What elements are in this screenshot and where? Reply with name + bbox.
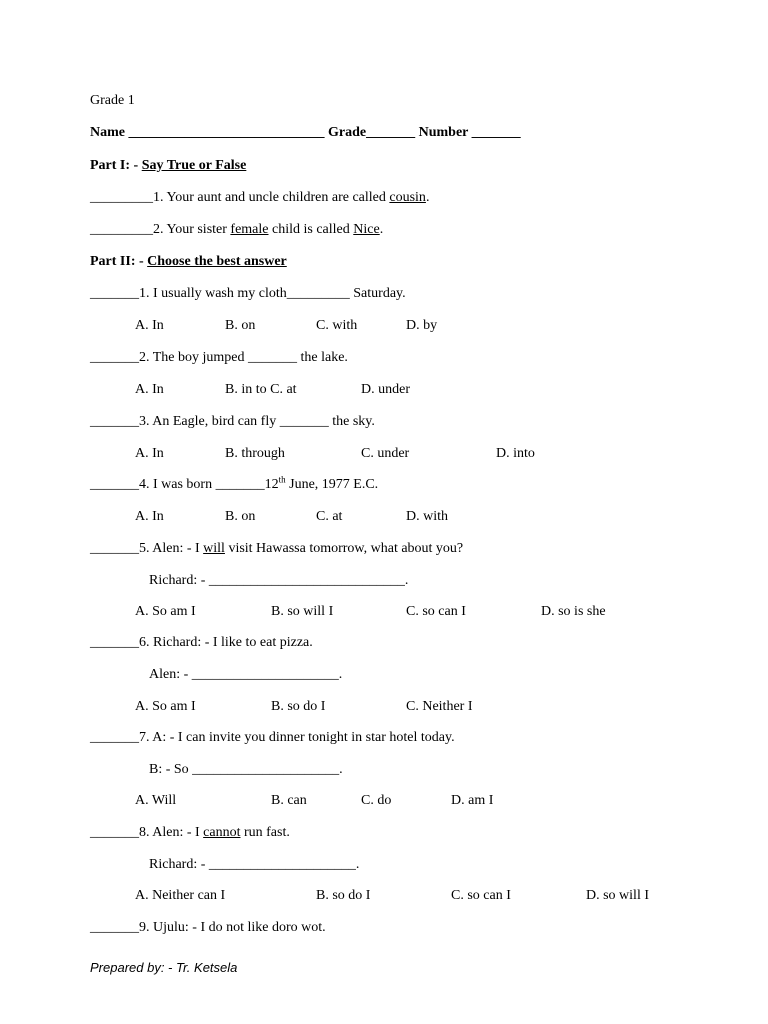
- dialogue-reply: Richard: - ____________________________.: [149, 573, 409, 588]
- question-text: 3. An Eagle, bird can fly: [139, 414, 280, 429]
- question-text: 9. Ujulu: - I do not like doro wot.: [139, 920, 326, 935]
- fill-blank: _______: [279, 414, 329, 429]
- answer-blank: _________: [90, 222, 153, 237]
- option-a: A. In: [135, 509, 164, 524]
- underlined-word: cousin: [389, 190, 426, 205]
- option-b: B. on: [225, 509, 256, 524]
- part2-question-7: [90, 729, 455, 747]
- option-b: B. so do I: [316, 888, 371, 903]
- answer-blank: _______: [90, 477, 139, 492]
- answer-blank: _______: [90, 920, 139, 935]
- option-c: C. at: [316, 509, 343, 524]
- option-a: A. In: [135, 382, 164, 397]
- part2-question-1: [90, 285, 406, 303]
- option-d: D. with: [406, 509, 448, 524]
- part1-question-1: [90, 189, 429, 207]
- underlined-word-2: Nice: [353, 222, 380, 237]
- option-a: A. So am I: [135, 699, 196, 714]
- option-a: A. So am I: [135, 604, 196, 619]
- question-text: 8. Alen: - I: [139, 825, 204, 840]
- part2-heading: [90, 253, 287, 271]
- answer-blank: _______: [90, 286, 139, 301]
- grade-title: Grade 1: [90, 93, 135, 108]
- underlined-word: cannot: [203, 825, 241, 840]
- part1-heading: [90, 157, 246, 175]
- question-text: 5. Alen: - I: [139, 541, 204, 556]
- question-text: 7. A: - I can invite you dinner tonight in star hotel today.: [139, 730, 455, 745]
- option-b-c: B. in to C. at: [225, 382, 297, 397]
- part1-prefix: Part I: -: [90, 158, 142, 173]
- number-blank: _______: [471, 125, 521, 140]
- name-label: Name: [90, 125, 125, 140]
- number-label: Number: [418, 125, 469, 140]
- fill-blank: _______: [248, 350, 298, 365]
- fill-blank: _______: [215, 477, 265, 492]
- part2-question-6: [90, 634, 313, 652]
- part1-question-2: [90, 221, 383, 239]
- part1-title: Say True or False: [141, 158, 247, 173]
- option-a: A. In: [135, 318, 164, 333]
- question-text: 4. I was born: [139, 477, 216, 492]
- question-text: 2. The boy jumped: [139, 350, 249, 365]
- answer-blank: _______: [90, 635, 139, 650]
- option-b: B. on: [225, 318, 256, 333]
- option-d: D. so will I: [586, 888, 649, 903]
- dialogue-reply: Richard: - _____________________.: [149, 857, 360, 872]
- part2-question-8: [90, 824, 290, 842]
- option-d: D. so is she: [541, 604, 606, 619]
- answer-blank: _______: [90, 414, 139, 429]
- option-d: D. am I: [451, 793, 494, 808]
- option-b: B. through: [225, 446, 285, 461]
- option-c: C. so can I: [406, 604, 466, 619]
- footer-prepared-by: Prepared by: - Tr. Ketsela: [90, 960, 238, 975]
- question-text-end: Saturday.: [349, 286, 406, 301]
- question-text: 6. Richard: - I like to eat pizza.: [139, 635, 313, 650]
- option-c: C. under: [361, 446, 410, 461]
- part2-question-9: [90, 919, 326, 937]
- answer-blank: _________: [90, 190, 153, 205]
- question-text-end: the sky.: [328, 414, 375, 429]
- option-c: C. with: [316, 318, 358, 333]
- option-c: C. Neither I: [406, 699, 473, 714]
- option-c: C. do: [361, 793, 392, 808]
- option-d: D. by: [406, 318, 438, 333]
- question-text: 1. I usually wash my cloth: [139, 286, 287, 301]
- question-text-end: the lake.: [297, 350, 348, 365]
- option-a: A. In: [135, 446, 164, 461]
- ordinal-suffix: th: [278, 474, 286, 485]
- question-text: 1. Your aunt and uncle children are called: [153, 190, 390, 205]
- part2-question-5: [90, 540, 463, 558]
- answer-blank: _______: [90, 541, 139, 556]
- option-a: A. Neither can I: [135, 888, 226, 903]
- option-a: A. Will: [135, 793, 177, 808]
- option-b: B. so do I: [271, 699, 326, 714]
- option-b: B. can: [271, 793, 307, 808]
- student-info-line: [90, 124, 521, 142]
- question-text-end: .: [425, 190, 430, 205]
- option-d: D. into: [496, 446, 535, 461]
- part2-question-3: [90, 413, 375, 431]
- question-text-end: .: [379, 222, 384, 237]
- name-blank: ____________________________: [128, 125, 325, 140]
- part2-prefix: Part II: -: [90, 254, 148, 269]
- fill-blank: _________: [286, 286, 350, 301]
- grade-label: Grade: [328, 125, 367, 140]
- dialogue-reply: Alen: - _____________________.: [149, 667, 343, 682]
- question-text: 2. Your sister: [153, 222, 231, 237]
- question-text-mid: child is called: [268, 222, 354, 237]
- question-text-end: run fast.: [240, 825, 290, 840]
- question-text-end: visit Hawassa tomorrow, what about you?: [224, 541, 464, 556]
- grade-blank: _______: [366, 125, 416, 140]
- option-c: C. so can I: [451, 888, 511, 903]
- underlined-word: will: [203, 541, 225, 556]
- underlined-word: female: [230, 222, 269, 237]
- answer-blank: _______: [90, 825, 139, 840]
- answer-blank: _______: [90, 730, 139, 745]
- part2-title: Choose the best answer: [147, 254, 287, 269]
- question-text-end: June, 1977 E.C.: [285, 477, 379, 492]
- day-number: 12: [264, 477, 279, 492]
- option-d: D. under: [361, 382, 410, 397]
- option-b: B. so will I: [271, 604, 334, 619]
- part2-question-2: [90, 349, 348, 367]
- part2-question-4: [90, 476, 378, 494]
- dialogue-reply: B: - So _____________________.: [149, 762, 343, 777]
- answer-blank: _______: [90, 350, 139, 365]
